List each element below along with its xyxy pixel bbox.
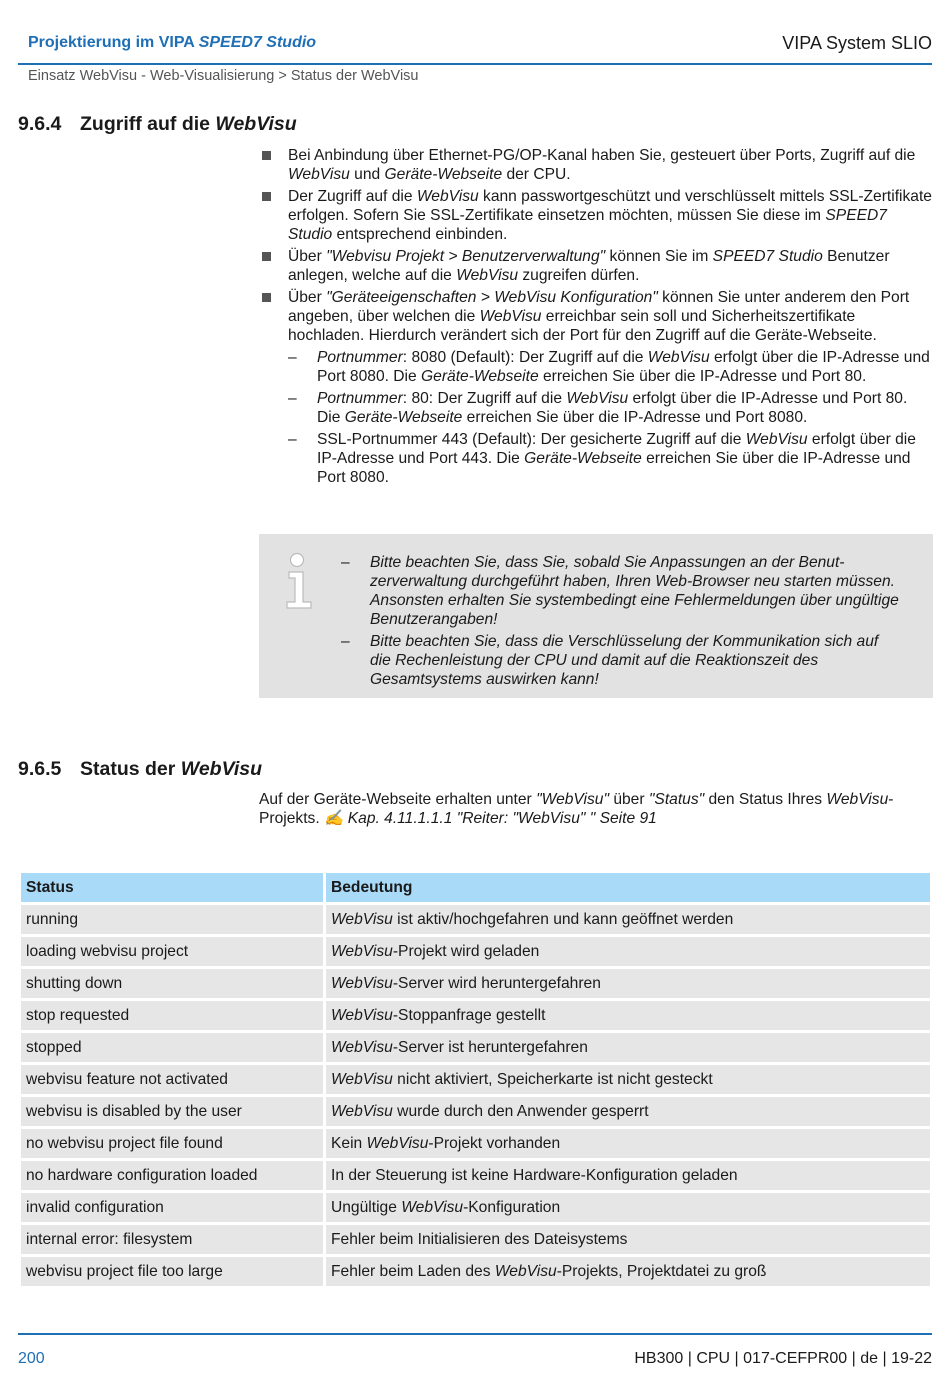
dash-list-item xyxy=(288,389,934,427)
emphasis-text: WebVisu xyxy=(331,974,393,992)
meaning-cell xyxy=(326,937,930,966)
body-text: -Server wird heruntergefahren xyxy=(392,974,601,992)
emphasis-text: Geräte-Webseite xyxy=(421,368,539,385)
square-bullet-icon xyxy=(262,151,271,160)
emphasis-text: WebVisu xyxy=(416,188,479,205)
running-header-product: VIPA System SLIO xyxy=(782,33,932,53)
body-text: wurde durch den Anwender gesperrt xyxy=(392,1102,649,1120)
body-text: erreichen Sie über die IP-Adresse und Port 8080. xyxy=(317,450,911,486)
info-icon xyxy=(283,552,317,612)
body-text: -Projekt wird geladen xyxy=(392,942,540,960)
status-cell: internal error: filesystem xyxy=(21,1225,323,1254)
body-text: SSL-Portnummer 443 (Default): Der gesicherte Zugriff auf die xyxy=(317,431,746,448)
bullet-item xyxy=(259,288,934,345)
document-reference: HB300 | CPU | 017-CEFPR00 | de | 19-22 xyxy=(634,1350,932,1367)
body-text: können Sie im xyxy=(605,248,713,265)
body-text: Benutzer anlegen, welche auf die xyxy=(288,248,890,284)
emphasis-text: SPEED7 Studio xyxy=(712,248,823,265)
body-text: ist aktiv/hochgefahren und kann geöffnet werden xyxy=(392,910,734,928)
body-text: über xyxy=(609,791,649,808)
body-text: können Sie unter anderem den Port angeben, über welchen die xyxy=(288,289,910,325)
emphasis-text: WebVisu xyxy=(826,791,889,808)
body-text: erreichbar sein soll und Sicherheitszertifikate hochladen. Hierdurch verändert sich der Port für den Zugriff auf die Geräte-Webseite. xyxy=(288,308,877,344)
dash-marker: – xyxy=(288,349,297,366)
body-text: erfolgt über die IP-Adresse und Port 443. Die xyxy=(317,431,916,467)
dash-marker: – xyxy=(288,390,297,407)
square-bullet-icon xyxy=(262,192,271,201)
body-text: und xyxy=(349,166,385,183)
body-text: Über xyxy=(288,289,327,306)
emphasis-text: WebVisu xyxy=(331,910,393,928)
bullet-item xyxy=(259,187,934,244)
body-text: nicht aktiviert, Speicherkarte ist nicht gesteckt xyxy=(392,1070,713,1088)
emphasis-text: Geräte-Webseite xyxy=(524,450,642,467)
emphasis-text: Geräte-Webseite xyxy=(344,409,463,426)
body-text: erfolgt über die IP-Adresse und Port 8080. Die xyxy=(317,349,930,385)
column-header-bedeutung: Bedeutung xyxy=(326,873,930,902)
body-text: kann passwortgeschützt und verschlüsselt mittels SSL-Zertifikate erfolgen. Sofern Sie SSL-Zertifikate einsetzen möchten, müssen Sie diese im xyxy=(288,188,932,224)
status-cell: invalid configuration xyxy=(21,1193,323,1222)
status-cell: running xyxy=(21,905,323,934)
status-cell: no webvisu project file found xyxy=(21,1129,323,1158)
dash-marker: – xyxy=(341,633,350,650)
emphasis-text: WebVisu xyxy=(331,942,393,960)
status-cell: webvisu feature not activated xyxy=(21,1065,323,1094)
dash-list-item xyxy=(288,348,934,386)
body-text: -Projekt vorhanden xyxy=(428,1134,561,1152)
body-text: -Projekts, Projektdatei zu groß xyxy=(556,1262,767,1280)
body-text: der CPU. xyxy=(502,166,571,183)
breadcrumb: Einsatz WebVisu - Web-Visualisierung > Status der WebVisu xyxy=(28,68,419,84)
table-row xyxy=(21,969,930,998)
emphasis-text: Geräte-Webseite xyxy=(384,166,503,183)
body-text: Ungültige xyxy=(331,1198,402,1216)
emphasis-text: WebVisu xyxy=(288,166,350,183)
emphasis-text: Portnummer xyxy=(317,349,403,366)
body-text: Fehler beim Initialisieren des Dateisystems xyxy=(331,1230,628,1248)
running-header-title: Projektierung im VIPA SPEED7 Studio xyxy=(28,34,317,51)
meaning-cell xyxy=(326,1225,930,1254)
table-row xyxy=(21,1097,930,1126)
body-text: Über xyxy=(288,248,327,265)
note-box xyxy=(259,534,933,698)
status-cell: loading webvisu project xyxy=(21,937,323,966)
body-text: Auf der Geräte-Webseite erhalten unter xyxy=(259,791,537,808)
emphasis-text: "Status" xyxy=(648,791,705,808)
emphasis-text: Portnummer xyxy=(317,390,403,407)
note-item xyxy=(341,632,901,689)
emphasis-text: WebVisu xyxy=(331,1006,393,1024)
table-row xyxy=(21,1033,930,1062)
note-text: Bitte beachten Sie, dass Sie, sobald Sie Anpassungen an der Benutzerverwaltung durchgeführt haben, Ihren Web-Browser neu starten müssen. Ansonsten erhalten Sie systembedingt eine Fehlermeldungen über ungültige Benutzerangaben! xyxy=(370,554,899,628)
body-text: erreichen Sie über die IP-Adresse und Port 80. xyxy=(538,368,867,385)
body-text: -Server ist heruntergefahren xyxy=(392,1038,588,1056)
body-text: Fehler beim Laden des xyxy=(331,1262,495,1280)
table-row xyxy=(21,1225,930,1254)
meaning-cell xyxy=(326,969,930,998)
status-cell: webvisu is disabled by the user xyxy=(21,1097,323,1126)
emphasis-text: SPEED7 Studio xyxy=(288,207,887,243)
emphasis-text: "WebVisu" xyxy=(536,791,609,808)
meaning-cell xyxy=(326,1033,930,1062)
emphasis-text: WebVisu xyxy=(479,308,542,325)
meaning-cell xyxy=(326,1129,930,1158)
emphasis-text: WebVisu xyxy=(566,390,629,407)
section-heading-zugriff: 9.6.4 Zugriff auf die WebVisu xyxy=(18,113,297,135)
status-cell: stop requested xyxy=(21,1001,323,1030)
body-text: den Status Ihres xyxy=(704,791,827,808)
status-cell: no hardware configuration loaded xyxy=(21,1161,323,1190)
page-number: 200 xyxy=(18,1350,45,1367)
emphasis-text: WebVisu xyxy=(331,1070,393,1088)
table-row xyxy=(21,1193,930,1222)
emphasis-text: WebVisu xyxy=(366,1134,429,1152)
section-intro-status xyxy=(259,790,934,828)
emphasis-text: WebVisu xyxy=(331,1102,393,1120)
body-text: Bei Anbindung über Ethernet-PG/OP-Kanal haben Sie, gesteuert über Ports, Zugriff auf die xyxy=(288,147,916,164)
body-text: Kein xyxy=(331,1134,367,1152)
bullet-item xyxy=(259,247,934,285)
footer-divider xyxy=(18,1333,932,1335)
status-cell: stopped xyxy=(21,1033,323,1062)
meaning-cell xyxy=(326,1001,930,1030)
section-heading-status: 9.6.5 Status der WebVisu xyxy=(18,758,263,780)
body-text: -Stoppanfrage gestellt xyxy=(392,1006,546,1024)
body-text: erreichen Sie über die IP-Adresse und Port 8080. xyxy=(462,409,808,426)
table-row xyxy=(21,905,930,934)
emphasis-text: "Geräteeigenschaften > WebVisu Konfiguration" xyxy=(326,289,658,306)
meaning-cell xyxy=(326,1065,930,1094)
emphasis-text: WebVisu xyxy=(331,1038,393,1056)
dash-marker: – xyxy=(288,431,297,448)
table-row xyxy=(21,1065,930,1094)
status-cell: webvisu project file too large xyxy=(21,1257,323,1286)
table-row xyxy=(21,1001,930,1030)
square-bullet-icon xyxy=(262,252,271,261)
table-header-row xyxy=(21,873,930,902)
emphasis-text: WebVisu xyxy=(456,267,519,284)
body-text: In der Steuerung ist keine Hardware-Konfiguration geladen xyxy=(331,1166,738,1184)
emphasis-text: WebVisu xyxy=(494,1262,557,1280)
header-divider xyxy=(18,63,932,65)
emphasis-text: WebVisu xyxy=(647,349,710,366)
column-header-status: Status xyxy=(21,873,323,902)
meaning-cell xyxy=(326,1257,930,1286)
square-bullet-icon xyxy=(262,293,271,302)
emphasis-text: WebVisu xyxy=(745,431,808,448)
emphasis-text: WebVisu xyxy=(401,1198,464,1216)
body-text: : 8080 (Default): Der Zugriff auf die xyxy=(402,349,648,366)
body-text: erfolgt über die IP-Adresse und Port 80. Die xyxy=(317,390,908,426)
sub-item-list xyxy=(259,348,934,487)
bullet-item xyxy=(259,146,934,184)
meaning-cell xyxy=(326,905,930,934)
dash-marker: – xyxy=(341,554,350,571)
note-text: Bitte beachten Sie, dass die Verschlüsselung der Kommunikation sich auf die Rechenleistung der CPU und damit auf die Reaktionszeit des Gesamtsystems auswirken kann! xyxy=(370,633,879,688)
body-text: zugreifen dürfen. xyxy=(518,267,640,284)
meaning-cell xyxy=(326,1161,930,1190)
table-row xyxy=(21,937,930,966)
section-body-zugriff xyxy=(259,146,934,490)
status-cell: shutting down xyxy=(21,969,323,998)
emphasis-text: "Webvisu Projekt > Benutzerverwaltung" xyxy=(326,248,606,265)
body-text: -Projekts. xyxy=(259,791,894,827)
cross-reference-link[interactable]: ✍ Kap. 4.11.1.1.1 "Reiter: "WebVisu" " Seite 91 xyxy=(324,810,657,827)
meaning-cell xyxy=(326,1193,930,1222)
meaning-cell xyxy=(326,1097,930,1126)
dash-list-item xyxy=(288,430,934,487)
note-item xyxy=(341,553,901,629)
body-text: entsprechend einbinden. xyxy=(332,226,508,243)
body-text: : 80: Der Zugriff auf die xyxy=(402,390,567,407)
body-text: -Konfiguration xyxy=(463,1198,561,1216)
table-row xyxy=(21,1161,930,1190)
body-text: Der Zugriff auf die xyxy=(288,188,417,205)
bullet-list xyxy=(259,146,934,345)
table-row xyxy=(21,1257,930,1286)
status-table xyxy=(18,870,933,1289)
note-list xyxy=(341,553,901,692)
table-row xyxy=(21,1129,930,1158)
